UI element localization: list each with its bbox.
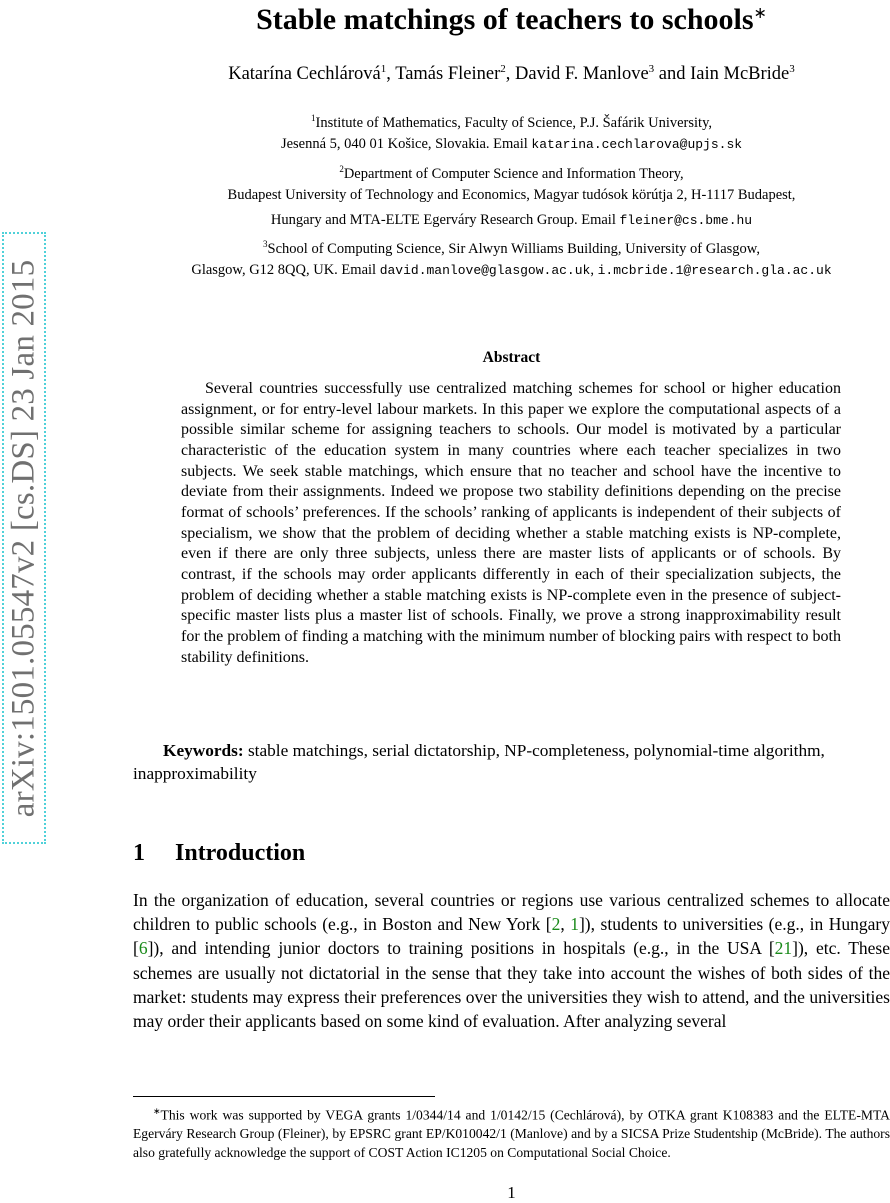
citation-link[interactable]: 6: [138, 938, 148, 959]
footnote: [133, 1102, 890, 1162]
affiliation-text: Glasgow, G12 8QQ, UK. Email: [191, 262, 380, 278]
intro-text: In the organization of education, several countries or regions use various centralized schemes to allocate children to public schools (e.g., in Boston and New York [: [133, 890, 890, 935]
intro-text: ]), students to universities (e.g., in Hungary [: [133, 914, 890, 959]
email-address[interactable]: david.manlove@glasgow.ac.uk: [379, 263, 591, 278]
paper-title-text: Stable matchings of teachers to schools: [256, 3, 754, 36]
email-separator: ,: [590, 262, 598, 278]
footnote-text: This work was supported by VEGA grants 1/0344/14 and 1/0142/15 (Cechlárová), by OTKA grant K108383 and the ELTE-MTA Egerváry Research Group (Fleiner), by EPSRC grant EP/K010042/1 (Manlove) and by a SICSA Prize Studentship (McBride). The authors also gratefully acknowledge the support of COST Action IC1205 on Computational Social Choice.: [133, 1107, 890, 1160]
keywords-text: stable matchings, serial dictatorship, NP-completeness, polynomial-time algorithm, inapproximability: [133, 741, 825, 783]
intro-text: ]), and intending junior doctors to training positions in hospitals (e.g., in the USA [: [147, 938, 775, 959]
intro-text: ]), etc. These schemes are usually not dictatorial in the sense that they take into account the wishes of both sides of the market: students may express their preferences over the universities they wish to attend, and the universities may order their applicants based on some kind of evaluation. After analyzing several: [133, 938, 890, 1032]
affiliation-3-line-1: [133, 234, 890, 259]
affiliation-text: Jesenná 5, 040 01 Košice, Slovakia. Email: [280, 136, 532, 152]
affiliation-text: Hungary and MTA-ELTE Egerváry Research Group. Email: [270, 212, 620, 228]
affiliation-1-line-2: [133, 134, 890, 155]
author-separator: ,: [386, 64, 396, 85]
affiliation-text: Budapest University of Technology and Economics, Magyar tudósok körútja 2, H-1117 Budapest,: [227, 187, 796, 203]
footnote-mark: ∗: [153, 1106, 161, 1116]
page-number: 1: [507, 1183, 516, 1202]
citation-link[interactable]: 2: [551, 914, 561, 935]
abstract-heading: Abstract: [482, 349, 541, 366]
author-affiliation-mark: 2: [500, 63, 506, 75]
citation-link[interactable]: 1: [570, 914, 579, 935]
paper-title: [133, 0, 890, 36]
affiliation-2-line-2: [133, 185, 890, 205]
email-address[interactable]: i.mcbride.1@research.gla.ac.uk: [597, 263, 832, 278]
author-name: Katarína Cechlárová: [228, 64, 381, 85]
keywords: [133, 739, 890, 785]
title-footnote-mark: ∗: [753, 5, 767, 22]
affiliation-1-line-1: [133, 108, 890, 133]
author-list: [133, 58, 890, 85]
affiliation-3-line-2: [133, 260, 890, 281]
affiliation-2-line-1: [133, 159, 890, 184]
affiliation-2-line-3: [133, 210, 890, 231]
affiliation-text: Institute of Mathematics, Faculty of Science, P.J. Šafárik University,: [315, 114, 713, 131]
email-address[interactable]: fleiner@cs.bme.hu: [619, 213, 753, 228]
author-affiliation-mark: 3: [789, 63, 795, 75]
author-separator: and: [654, 64, 691, 85]
author-name: Tamás Fleiner: [395, 64, 501, 85]
email-address[interactable]: katarina.cechlarova@upjs.sk: [531, 137, 743, 152]
arxiv-identifier-text: arXiv:1501.05547v2 [cs.DS] 23 Jan 2015: [5, 259, 42, 817]
affiliation-text: School of Computing Science, Sir Alwyn Williams Building, University of Glasgow,: [267, 240, 760, 257]
section-title: Introduction: [175, 840, 306, 866]
section-heading-introduction: [133, 840, 305, 867]
citation-link[interactable]: 21: [774, 938, 793, 959]
author-name: Iain McBride: [690, 64, 790, 85]
author-affiliation-mark: 3: [648, 63, 655, 75]
affiliation-text: Department of Computer Science and Information Theory,: [343, 165, 684, 182]
author-separator: ,: [505, 64, 515, 85]
introduction-paragraph: [133, 888, 890, 1033]
affiliation-mark: 2: [339, 164, 344, 174]
intro-text: ,: [560, 914, 571, 935]
affiliation-mark: 1: [310, 113, 316, 123]
footnote-divider: [133, 1096, 435, 1097]
affiliation-mark: 3: [263, 239, 268, 249]
abstract-text: Several countries successfully use centralized matching schemes for school or higher education assignment, or for entry-level labour markets. In this paper we explore the computational aspects of a possible similar scheme for assigning teachers to schools. Our model is motivated by a particular characteristic of the education system in many countries where each teacher specializes in two subjects. We seek stable matchings, which ensure that no teacher and school have the incentive to deviate from their assignments. Indeed we propose two stability definitions depending on the precise format of schools’ preferences. If the schools’ ranking of applicants is independent of their subjects of specialism, we show that the problem of deciding whether a stable matching exists is NP-complete, even if there are only three subjects, unless there are master lists of applicants or of schools. By contrast, if the schools may order applicants differently in each of their specialization subjects, the problem of deciding whether a stable matching exists is NP-complete even in the presence of subject-specific master lists plus a master list of schools. Finally, we prove a strong inapproximability result for the problem of finding a matching with the minimum number of blocking pairs with respect to both stability definitions.: [181, 380, 841, 666]
keywords-label: Keywords:: [163, 741, 244, 760]
arxiv-identifier-stamp: [2, 232, 46, 844]
author-name: David F. Manlove: [515, 64, 649, 85]
author-affiliation-mark: 1: [380, 63, 387, 75]
section-number: 1: [133, 840, 145, 866]
